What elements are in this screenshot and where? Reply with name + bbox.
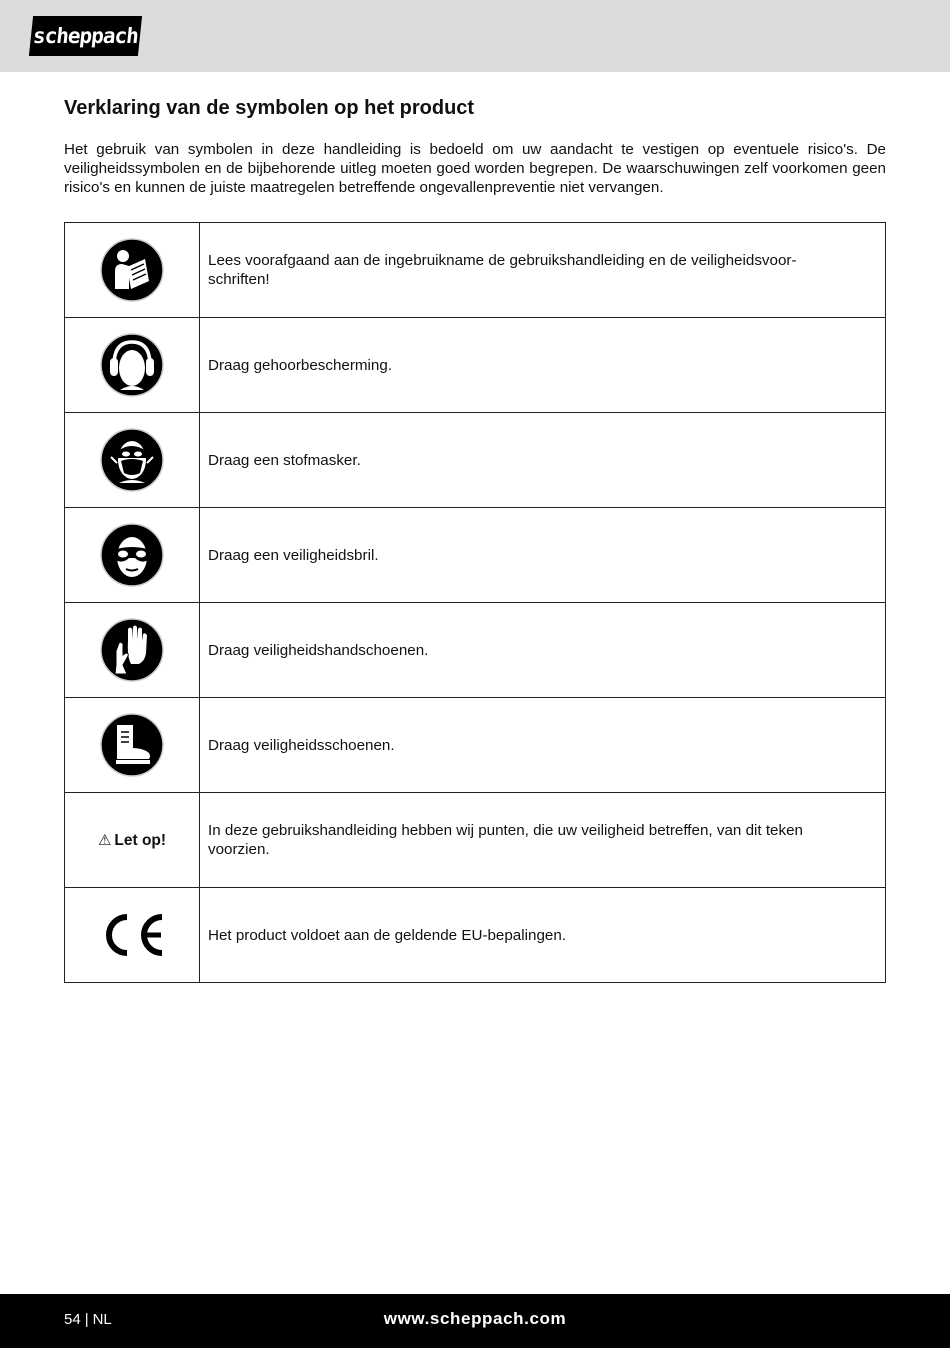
safety-gloves-icon — [99, 617, 165, 683]
row-description: In deze gebruikshandleiding hebben wij punten, die uw veiligheid betreffen, van dit teken voorzien. — [200, 793, 886, 888]
table-row — [65, 508, 886, 603]
language-code: NL — [92, 1311, 112, 1328]
table-row — [65, 413, 886, 508]
page-header — [0, 0, 950, 72]
page-number-value: 54 — [64, 1311, 81, 1328]
warning-label-text: Let op! — [114, 831, 167, 849]
hearing-protection-icon — [99, 332, 165, 398]
table-row — [65, 603, 886, 698]
row-description: Het product voldoet aan de geldende EU-bepalingen. — [200, 888, 886, 983]
dust-mask-icon — [99, 427, 165, 493]
table-row — [65, 318, 886, 413]
table-row — [65, 888, 886, 983]
row-description: Draag veiligheidshandschoenen. — [200, 603, 886, 698]
intro-paragraph: Het gebruik van symbolen in deze handleiding is bedoeld om uw aandacht te vestigen op eventuele risico's. De veiligheidssymbolen en de bijbehorende uitleg moeten goed worden begrepen. De waarschuwingen zelf voorkomen geen risico's en kunnen de juiste maatregelen betreffende ongevallenpreventie niet vervangen. — [64, 141, 886, 196]
table-row — [65, 223, 886, 318]
symbols-table — [64, 222, 886, 983]
table-row — [65, 793, 886, 888]
row-description: Draag een veiligheidsbril. — [200, 508, 886, 603]
row-description: Draag veiligheidsschoenen. — [200, 698, 886, 793]
warning-label — [98, 832, 166, 849]
table-row — [65, 698, 886, 793]
separator: | — [84, 1311, 89, 1328]
warning-triangle-icon: ⚠ — [97, 831, 112, 849]
read-manual-icon — [99, 237, 165, 303]
row-description: Lees voorafgaand aan de ingebruikname de gebruikshandleiding en de veiligheidsvoor-schriften! — [200, 223, 886, 318]
ce-mark-icon — [99, 911, 165, 959]
page-title: Verklaring van de symbolen op het product — [64, 97, 475, 119]
website-url: www.scheppach.com — [383, 1309, 567, 1328]
safety-boots-icon — [99, 712, 165, 778]
row-description: Draag gehoorbescherming. — [200, 318, 886, 413]
safety-goggles-icon — [99, 522, 165, 588]
row-description: Draag een stofmasker. — [200, 413, 886, 508]
scheppach-logo: scheppach — [29, 16, 142, 56]
page-footer — [0, 1294, 950, 1348]
